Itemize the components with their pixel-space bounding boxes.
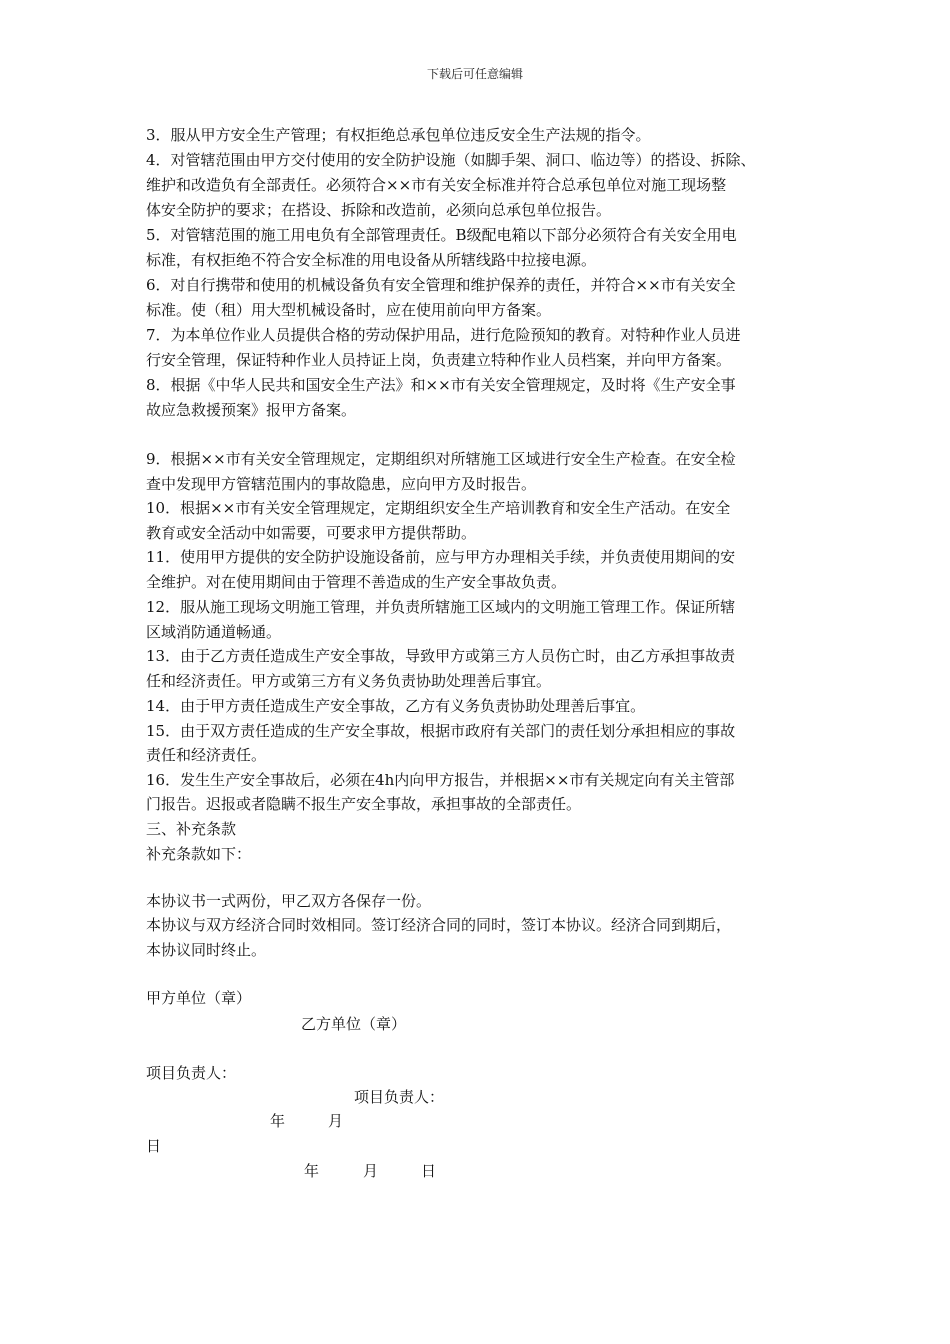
page-header: 下载后可任意编辑 — [426, 67, 523, 81]
leader-b-label: 项目负责人： — [354, 1088, 445, 1106]
paragraph-line: 区域消防通道畅通。 — [146, 623, 282, 641]
paragraph-line: 门报告。迟报或者隐瞒不报生产安全事故，承担事故的全部责任。 — [146, 795, 582, 813]
section-heading: 三、补充条款 — [146, 820, 237, 838]
paragraph-line: 10．根据××市有关安全管理规定，定期组织安全生产培训教育和安全生产活动。在安全 — [146, 499, 731, 517]
paragraph-line: 9．根据××市有关安全管理规定，定期组织对所辖施工区域进行安全生产检查。在安全检 — [146, 450, 736, 468]
paragraph-line: 责任和经济责任。 — [146, 746, 267, 764]
paragraph-line: 13．由于乙方责任造成生产安全事故，导致甲方或第三方人员伤亡时，由乙方承担事故责 — [146, 647, 736, 665]
paragraph-line: 行安全管理，保证特种作业人员持证上岗，负责建立特种作业人员档案，并向甲方备案。 — [146, 351, 732, 369]
month-b-label: 月 — [363, 1162, 379, 1180]
day-a-label: 日 — [146, 1137, 162, 1155]
paragraph-line: 标准，有权拒绝不符合安全标准的用电设备从所辖线路中拉接电源。 — [146, 251, 597, 269]
paragraph-line: 全维护。对在使用期间由于管理不善造成的生产安全事故负责。 — [146, 573, 567, 591]
party-a-label: 甲方单位（章） — [146, 989, 252, 1007]
paragraph-line: 查中发现甲方管辖范围内的事故隐患，应向甲方及时报告。 — [146, 475, 537, 493]
paragraph-line: 补充条款如下： — [146, 845, 252, 863]
paragraph-line: 4．对管辖范围由甲方交付使用的安全防护设施（如脚手架、洞口、临边等）的搭设、拆除、 — [146, 151, 756, 169]
paragraph-line: 故应急救援预案》报甲方备案。 — [146, 401, 357, 419]
paragraph-line: 15．由于双方责任造成的生产安全事故，根据市政府有关部门的责任划分承担相应的事故 — [146, 722, 736, 740]
paragraph-line: 3．服从甲方安全生产管理；有权拒绝总承包单位违反安全生产法规的指令。 — [146, 126, 651, 144]
leader-a-label: 项目负责人： — [146, 1064, 237, 1082]
year-b-label: 年 — [304, 1162, 320, 1180]
paragraph-line: 12．服从施工现场文明施工管理，并负责所辖施工区域内的文明施工管理工作。保证所辖 — [146, 598, 736, 616]
month-a-label: 月 — [328, 1112, 344, 1130]
paragraph-line: 教育或安全活动中如需要，可要求甲方提供帮助。 — [146, 524, 477, 542]
paragraph-line: 任和经济责任。甲方或第三方有义务负责协助处理善后事宜。 — [146, 672, 552, 690]
paragraph-line: 本协议与双方经济合同时效相同。签订经济合同的同时，签订本协议。经济合同到期后， — [146, 916, 732, 934]
paragraph-line: 标准。使（租）用大型机械设备时，应在使用前向甲方备案。 — [146, 301, 552, 319]
paragraph-line: 11．使用甲方提供的安全防护设施设备前，应与甲方办理相关手续，并负责使用期间的安 — [146, 548, 736, 566]
paragraph-line: 16．发生生产安全事故后，必须在4h内向甲方报告，并根据××市有关规定向有关主管部 — [146, 771, 735, 789]
paragraph-line: 维护和改造负有全部责任。必须符合××市有关安全标准并符合总承包单位对施工现场整 — [146, 176, 727, 194]
paragraph-line: 5．对管辖范围的施工用电负有全部管理责任。B级配电箱以下部分必须符合有关安全用电 — [146, 226, 737, 244]
paragraph-line: 7．为本单位作业人员提供合格的劳动保护用品，进行危险预知的教育。对特种作业人员进 — [146, 326, 741, 344]
paragraph-line: 体安全防护的要求；在搭设、拆除和改造前，必须向总承包单位报告。 — [146, 201, 612, 219]
paragraph-line: 6．对自行携带和使用的机械设备负有安全管理和维护保养的责任，并符合××市有关安全 — [146, 276, 736, 294]
party-b-label: 乙方单位（章） — [301, 1015, 407, 1033]
year-a-label: 年 — [270, 1112, 286, 1130]
paragraph-line: 14．由于甲方责任造成生产安全事故，乙方有义务负责协助处理善后事宜。 — [146, 697, 646, 715]
day-b-label: 日 — [421, 1162, 437, 1180]
paragraph-line: 8．根据《中华人民共和国安全生产法》和××市有关安全管理规定，及时将《生产安全事 — [146, 376, 736, 394]
paragraph-line: 本协议同时终止。 — [146, 941, 267, 959]
paragraph-line: 本协议书一式两份，甲乙双方各保存一份。 — [146, 892, 432, 910]
